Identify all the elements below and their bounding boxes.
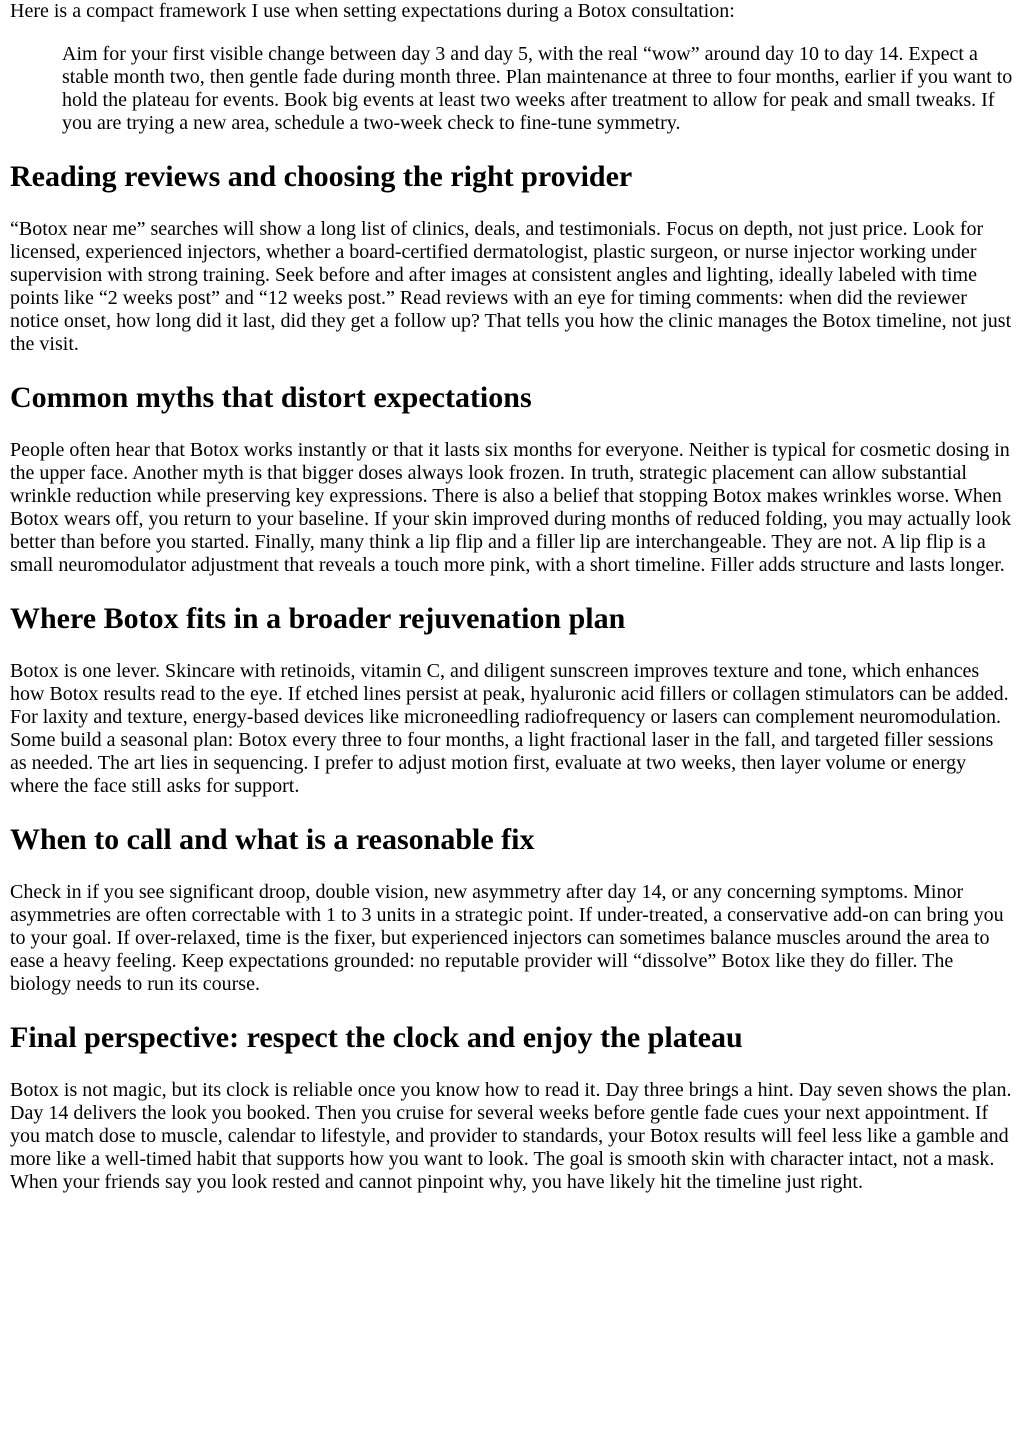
framework-blockquote [62, 43, 1014, 135]
section-heading-rejuvenation: Where Botox fits in a broader rejuvenation plan [10, 602, 626, 635]
section-heading-when-to-call: When to call and what is a reasonable fix [10, 823, 535, 856]
section-body-rejuvenation: Botox is one lever. Skincare with retinoids, vitamin C, and diligent sunscreen improves texture and tone, which enhances how Botox results read to the eye. If etched lines persist at peak, hyaluronic acid fillers or collagen stimulators can be added. For laxity and texture, energy-based devices like microneedling radiofrequency or lasers can complement neuromodulation. Some build a seasonal plan: Botox every three to four months, a light fractional laser in the fall, and targeted filler sessions as needed. The art lies in sequencing. I prefer to adjust motion first, evaluate at two weeks, then layer volume or energy where the face still asks for support. [10, 660, 1009, 797]
section-body-myths: People often hear that Botox works instantly or that it lasts six months for everyone. Neither is typical for cosmetic dosing in the upper face. Another myth is that bigger doses always look frozen. In truth, strategic placement can allow substantial wrinkle reduction while preserving key expressions. There is also a belief that stopping Botox makes wrinkles worse. When Botox wears off, you return to your baseline. If your skin improved during months of reduced folding, you may actually look better than before you started. Finally, many think a lip flip and a filler lip are interchangeable. They are not. A lip flip is a small neuromodulator adjustment that reveals a touch more pink, with a short timeline. Filler adds structure and lasts longer. [10, 439, 1012, 576]
section-body-when-to-call: Check in if you see significant droop, double vision, new asymmetry after day 14, or any concerning symptoms. Minor asymmetries are often correctable with 1 to 3 units in a strategic point. If under-treated, a conservative add-on can bring you to your goal. If over-relaxed, time is the fixer, but experienced injectors can sometimes balance muscles around the area to ease a heavy feeling. Keep expectations grounded: no reputable provider will “dissolve” Botox like they do filler. The biology needs to run its course. [10, 881, 1004, 995]
section-heading-myths: Common myths that distort expectations [10, 381, 532, 414]
section-heading-final: Final perspective: respect the clock and enjoy the plateau [10, 1021, 743, 1054]
intro-paragraph: Here is a compact framework I use when setting expectations during a Botox consultation: [10, 0, 735, 22]
framework-text: Aim for your first visible change between day 3 and day 5, with the real “wow” around day 10 to day 14. Expect a stable month two, then gentle fade during month three. Plan maintenance at three to four months, earlier if you want to hold the plateau for events. Book big events at least two weeks after treatment to allow for peak and small tweaks. If you are trying a new area, schedule a two-week check to fine-tune symmetry. [62, 43, 1013, 134]
section-body-final: Botox is not magic, but its clock is reliable once you know how to read it. Day three brings a hint. Day seven shows the plan. Day 14 delivers the look you booked. Then you cruise for several weeks before gentle fade cues your next appointment. If you match dose to muscle, calendar to lifestyle, and provider to standards, your Botox results will feel less like a gamble and more like a well-timed habit that supports how you want to look. The goal is smooth skin with character intact, not a mask. When your friends say you look rested and cannot pinpoint why, you have likely hit the timeline just right. [10, 1079, 1012, 1193]
section-heading-reviews: Reading reviews and choosing the right provider [10, 160, 633, 193]
section-body-reviews: “Botox near me” searches will show a long list of clinics, deals, and testimonials. Focus on depth, not just price. Look for licensed, experienced injectors, whether a board-certified dermatologist, plastic surgeon, or nurse injector working under supervision with strong training. Seek before and after images at consistent angles and lighting, ideally labeled with time points like “2 weeks post” and “12 weeks post.” Read reviews with an eye for timing comments: when did the reviewer notice onset, how long did it last, did they get a follow up? That tells you how the clinic manages the Botox timeline, not just the visit. [10, 218, 1012, 355]
